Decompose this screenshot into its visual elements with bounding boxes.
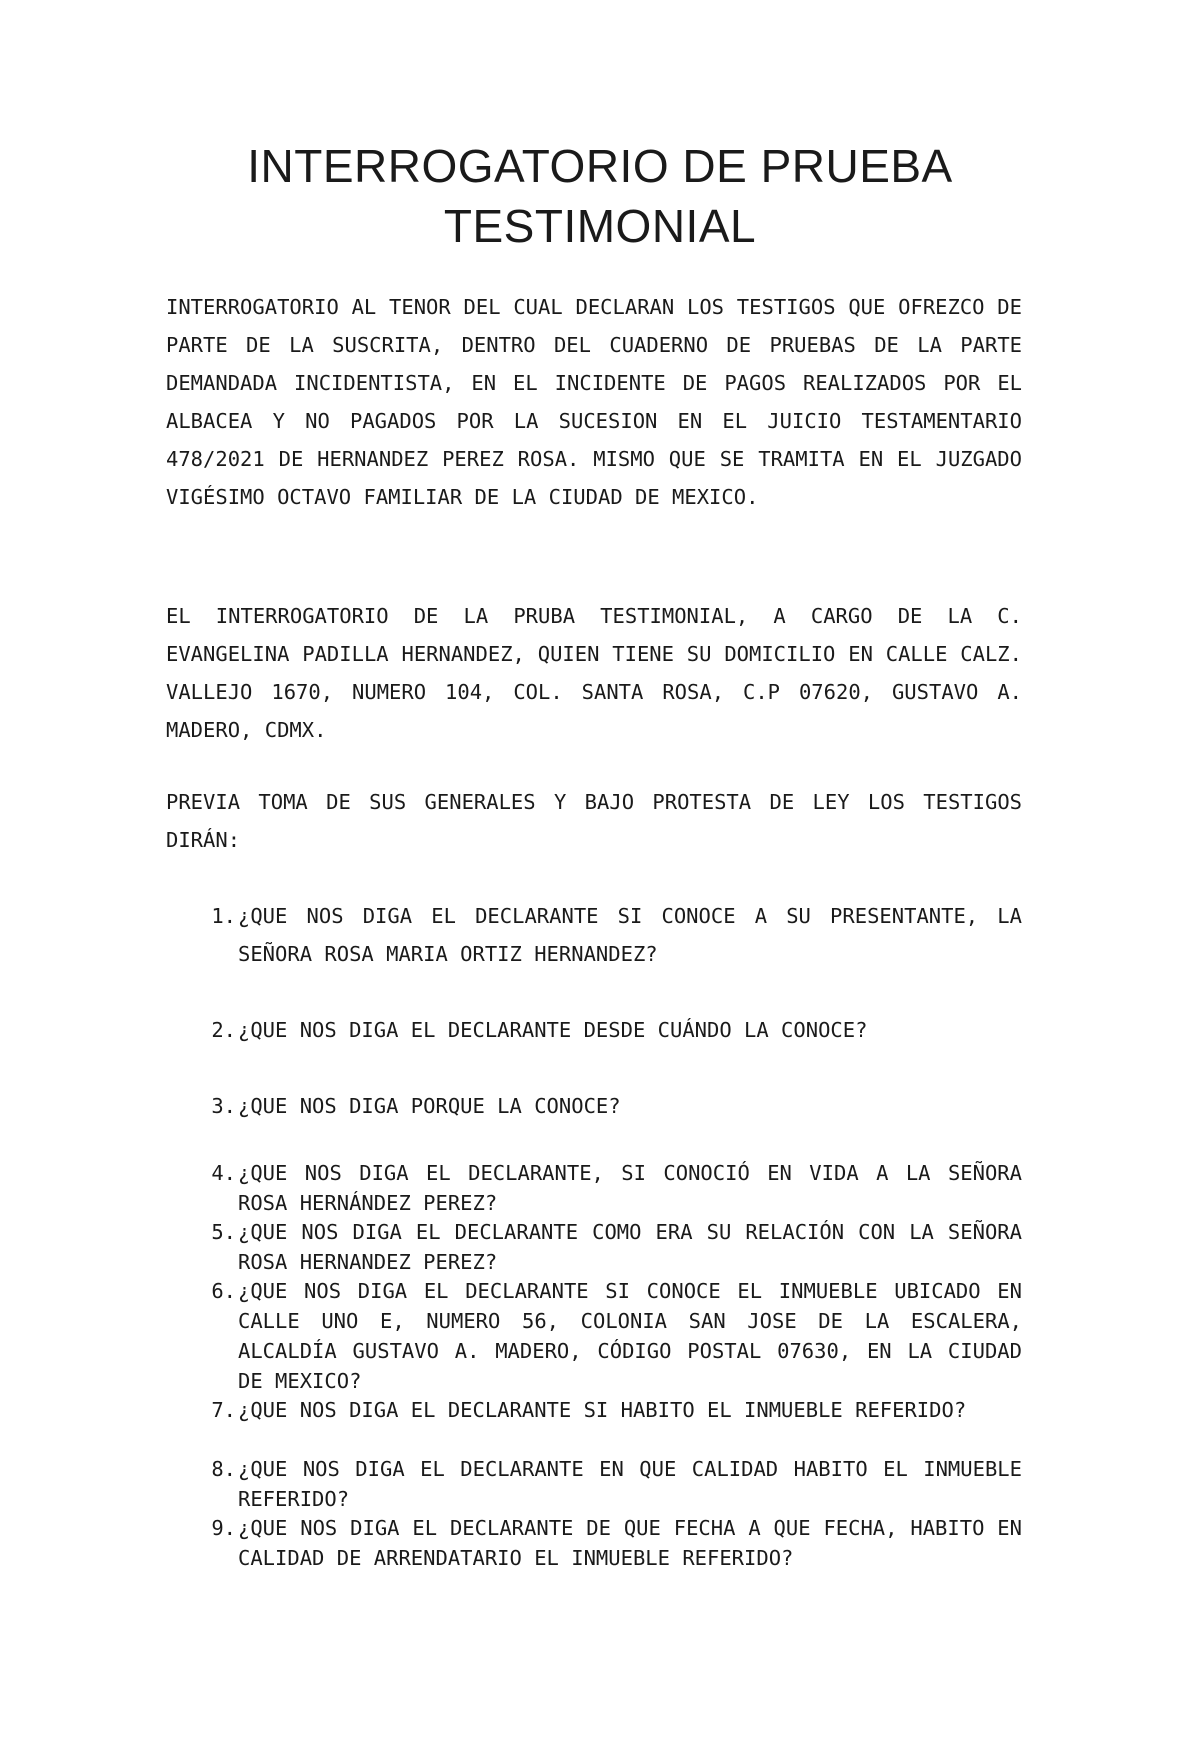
question-item-4 (166, 1158, 1022, 1218)
question-number: 2. (211, 1018, 236, 1042)
question-list (166, 0, 1022, 1759)
question-item-2 (166, 1011, 1022, 1049)
question-text: ¿QUE NOS DIGA EL DECLARANTE DESDE CUÁNDO LA CONOCE? (238, 1018, 868, 1042)
title-line-2: TESTIMONIAL (443, 200, 757, 252)
question-text: ¿QUE NOS DIGA EL DECLARANTE, SI CONOCIÓ EN VIDA A LA SEÑORA ROSA HERNÁNDEZ PEREZ? (238, 1161, 1022, 1215)
question-number: 7. (211, 1398, 236, 1422)
question-number: 6. (211, 1279, 236, 1303)
question-number: 3. (211, 1094, 236, 1118)
question-item-8 (166, 1454, 1022, 1514)
witness-paragraph: EL INTERROGATORIO DE LA PRUBA TESTIMONIAL, A CARGO DE LA C. EVANGELINA PADILLA HERNANDEZ, QUIEN TIENE SU DOMICILIO EN CALLE CALZ. VALLEJO 1670, NUMERO 104, COL. SANTA ROSA, C.P 07620, GUSTAVO A. MADERO, CDMX. (166, 604, 1022, 742)
intro-paragraph: INTERROGATORIO AL TENOR DEL CUAL DECLARAN LOS TESTIGOS QUE OFREZCO DE PARTE DE LA SUSCRITA, DENTRO DEL CUADERNO DE PRUEBAS DE LA PARTE DEMANDADA INCIDENTISTA, EN EL INCIDENTE DE PAGOS REALIZADOS POR EL ALBACEA Y NO PAGADOS POR LA SUCESION EN EL JUICIO TESTAMENTARIO 478/2021 DE HERNANDEZ PEREZ ROSA. MISMO QUE SE TRAMITA EN EL JUZGADO VIGÉSIMO OCTAVO FAMILIAR DE LA CIUDAD DE MEXICO. (166, 295, 1022, 509)
question-item-6 (166, 1276, 1022, 1396)
question-item-9 (166, 1513, 1022, 1573)
question-number: 4. (211, 1161, 236, 1185)
question-text: ¿QUE NOS DIGA PORQUE LA CONOCE? (238, 1094, 621, 1118)
question-number: 8. (211, 1457, 236, 1481)
question-item-3 (166, 1087, 1022, 1125)
question-text: ¿QUE NOS DIGA EL DECLARANTE EN QUE CALIDAD HABITO EL INMUEBLE REFERIDO? (238, 1457, 1022, 1511)
question-item-7 (166, 1395, 1022, 1425)
question-text: ¿QUE NOS DIGA EL DECLARANTE SI HABITO EL INMUEBLE REFERIDO? (238, 1398, 967, 1422)
question-number: 9. (211, 1516, 236, 1540)
question-item-1 (166, 897, 1022, 973)
question-text: ¿QUE NOS DIGA EL DECLARANTE SI CONOCE EL INMUEBLE UBICADO EN CALLE UNO E, NUMERO 56, COLONIA SAN JOSE DE LA ESCALERA, ALCALDÍA GUSTAVO A. MADERO, CÓDIGO POSTAL 07630, EN LA CIUDAD DE MEXICO? (238, 1279, 1022, 1393)
question-text: ¿QUE NOS DIGA EL DECLARANTE COMO ERA SU RELACIÓN CON LA SEÑORA ROSA HERNANDEZ PEREZ? (238, 1220, 1022, 1274)
question-item-5 (166, 1217, 1022, 1277)
question-text: ¿QUE NOS DIGA EL DECLARANTE DE QUE FECHA A QUE FECHA, HABITO EN CALIDAD DE ARRENDATARIO EL INMUEBLE REFERIDO? (238, 1516, 1022, 1570)
title-line-1: INTERROGATORIO DE PRUEBA (247, 140, 953, 192)
question-text: ¿QUE NOS DIGA EL DECLARANTE SI CONOCE A SU PRESENTANTE, LA SEÑORA ROSA MARIA ORTIZ HERNANDEZ? (238, 904, 1022, 966)
generales-paragraph: PREVIA TOMA DE SUS GENERALES Y BAJO PROTESTA DE LEY LOS TESTIGOS DIRÁN: (166, 790, 1022, 852)
question-number: 5. (211, 1220, 236, 1244)
question-number: 1. (211, 904, 236, 928)
